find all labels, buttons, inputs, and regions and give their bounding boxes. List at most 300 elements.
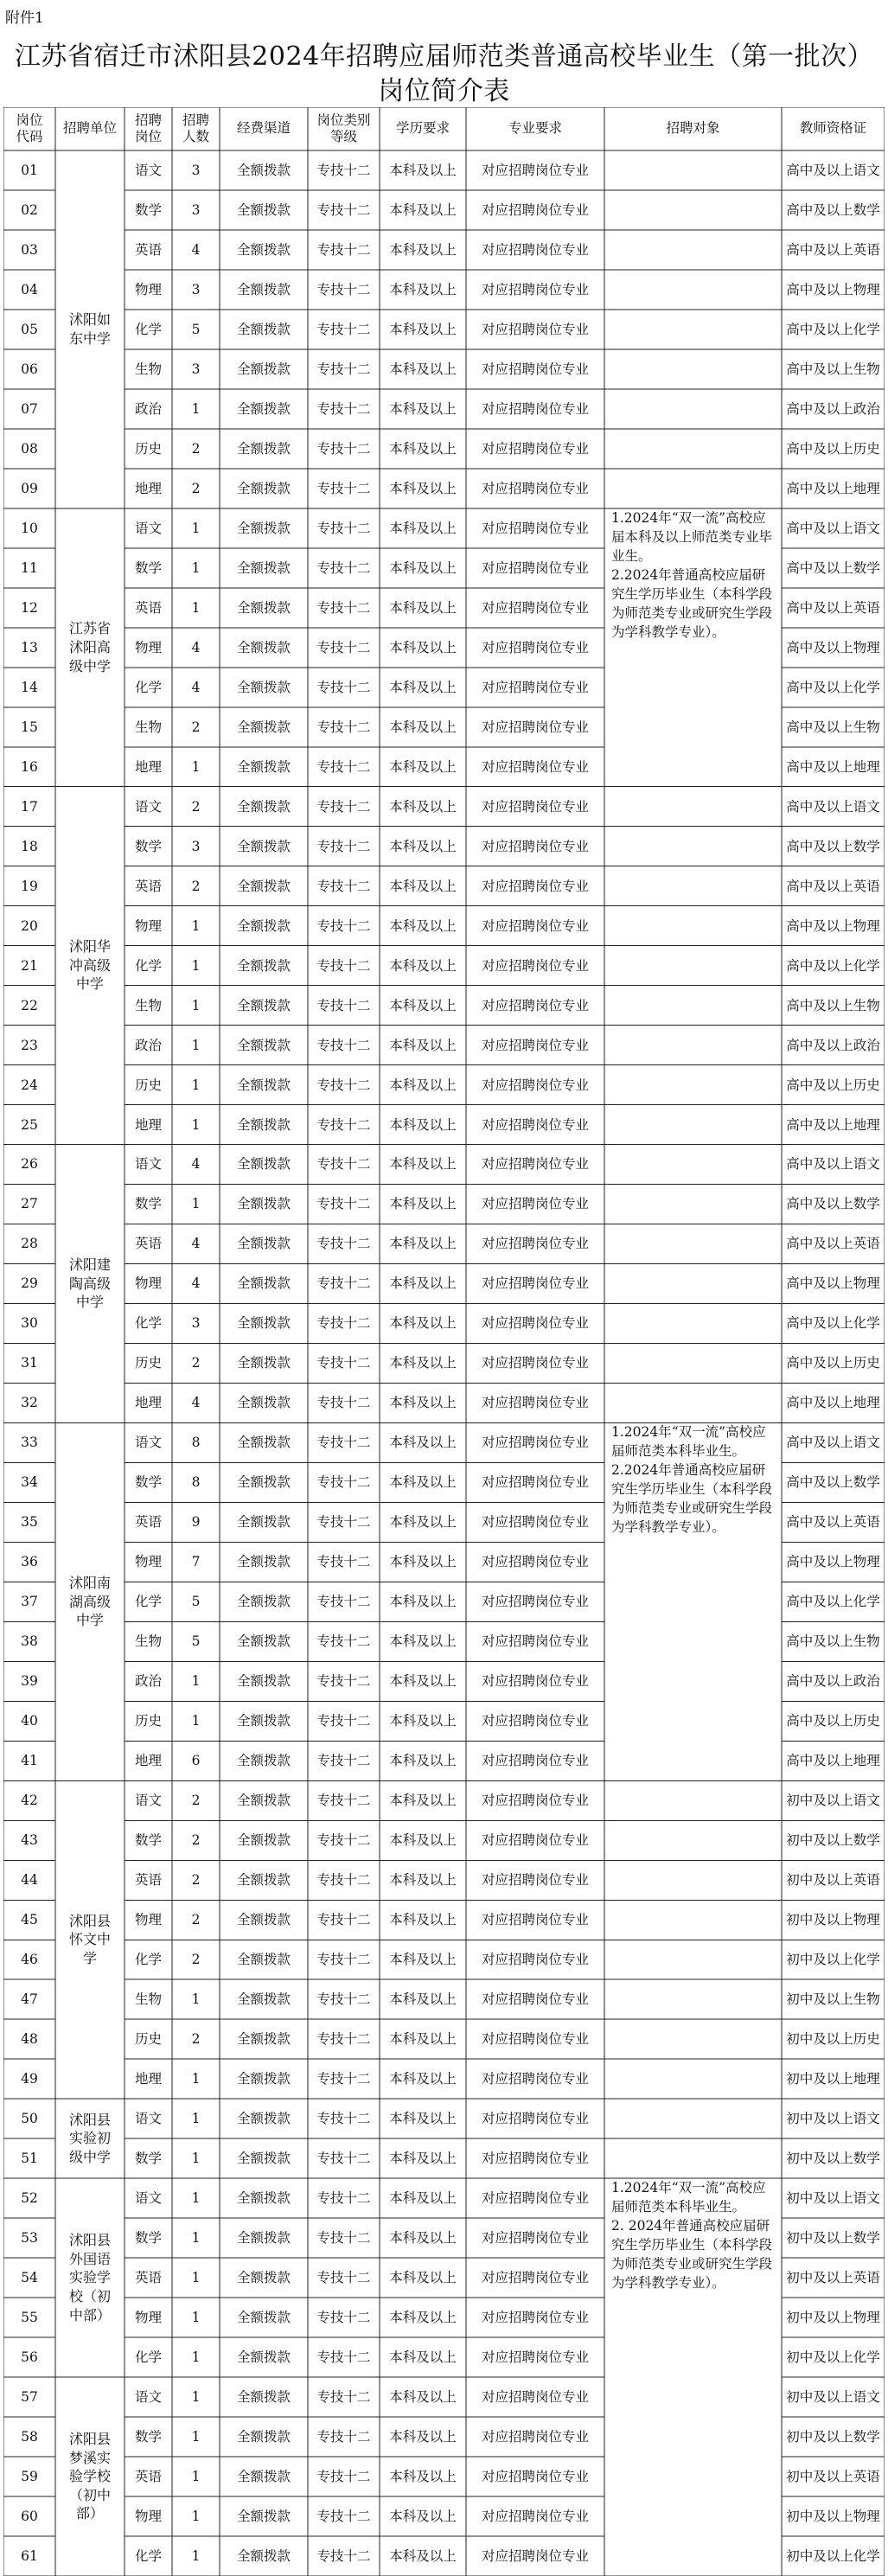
- hire-count: 2: [191, 878, 201, 894]
- major-requirement: 对应招聘岗位专业: [481, 321, 589, 337]
- teacher-certificate: 高中及以上物理: [786, 1275, 880, 1292]
- position-subject: 英语: [134, 1514, 162, 1531]
- position-level: 专技十二: [316, 321, 371, 337]
- position-level: 专技十二: [316, 2547, 371, 2564]
- position-subject: 化学: [134, 1315, 162, 1332]
- funding-source: 全额拨款: [236, 321, 291, 337]
- education-requirement: 本科及以上: [389, 201, 457, 218]
- major-requirement: 对应招聘岗位专业: [481, 2349, 589, 2365]
- position-subject: 物理: [134, 1554, 162, 1570]
- position-level: 专技十二: [316, 241, 371, 258]
- position-level: 专技十二: [316, 2230, 371, 2247]
- position-code: 02: [21, 201, 38, 218]
- funding-source: 全额拨款: [236, 1236, 291, 1252]
- position-subject: 英语: [134, 599, 162, 616]
- major-requirement: 对应招聘岗位专业: [481, 599, 589, 616]
- header-education: [380, 107, 466, 150]
- position-subject: 数学: [134, 2151, 162, 2167]
- position-subject: 英语: [134, 878, 162, 894]
- education-requirement: 本科及以上: [389, 2190, 457, 2207]
- major-requirement: 对应招聘岗位专业: [481, 201, 589, 218]
- hire-count: 1: [191, 2270, 201, 2286]
- education-requirement: 本科及以上: [389, 1196, 457, 1212]
- teacher-certificate: 初中及以上语文: [786, 2388, 880, 2405]
- funding-source: 全额拨款: [236, 480, 291, 496]
- attachment-label: 附件1: [5, 10, 44, 27]
- hire-count: 1: [191, 1037, 201, 1053]
- position-subject: 生物: [134, 997, 162, 1013]
- major-requirement: 对应招聘岗位专业: [481, 1395, 589, 1411]
- hire-count: 2: [191, 1912, 201, 1928]
- funding-source: 全额拨款: [236, 599, 291, 616]
- position-code: 60: [21, 2508, 38, 2524]
- funding-source: 全额拨款: [236, 957, 291, 974]
- teacher-certificate: 高中及以上地理: [786, 480, 880, 496]
- funding-source: 全额拨款: [236, 1275, 291, 1292]
- teacher-certificate: 高中及以上英语: [786, 241, 880, 258]
- position-code: 44: [21, 1872, 38, 1889]
- funding-source: 全额拨款: [236, 2031, 291, 2048]
- position-subject: 英语: [134, 1236, 162, 1252]
- funding-source: 全额拨款: [236, 2111, 291, 2127]
- position-code: 20: [21, 917, 38, 934]
- position-level: 专技十二: [316, 1753, 371, 1769]
- target-line: 2.2024年普通高校应届研究生学历毕业生（本科学段为师范类专业或研究生学段为学科教学专业）。: [611, 566, 773, 640]
- header-position: [125, 107, 172, 150]
- position-code: 26: [21, 1156, 38, 1173]
- teacher-certificate: 高中及以上语文: [786, 1435, 880, 1451]
- header-funding: [220, 107, 308, 150]
- education-requirement: 本科及以上: [389, 2230, 457, 2247]
- education-requirement: 本科及以上: [389, 241, 457, 258]
- position-level: 专技十二: [316, 440, 371, 457]
- position-level: 专技十二: [316, 719, 371, 735]
- major-requirement: 对应招聘岗位专业: [481, 162, 589, 178]
- header-major: [466, 107, 604, 150]
- major-requirement: 对应招聘岗位专业: [481, 2468, 589, 2484]
- teacher-certificate: 高中及以上物理: [786, 639, 880, 655]
- header-text: 岗位: [16, 112, 43, 128]
- position-code: 04: [21, 281, 38, 297]
- education-requirement: 本科及以上: [389, 559, 457, 576]
- hire-count: 1: [191, 917, 201, 934]
- position-code: 14: [21, 679, 38, 695]
- header-certificate: [782, 107, 885, 150]
- hire-count: 3: [191, 162, 201, 178]
- position-code: 22: [21, 997, 38, 1013]
- position-level: 专技十二: [316, 1395, 371, 1411]
- position-level: 专技十二: [316, 1275, 371, 1292]
- position-subject: 化学: [134, 1952, 162, 1968]
- position-code: 18: [21, 838, 38, 854]
- position-code: 61: [21, 2547, 38, 2564]
- education-requirement: 本科及以上: [389, 400, 457, 417]
- position-level: 专技十二: [316, 1315, 371, 1332]
- major-requirement: 对应招聘岗位专业: [481, 679, 589, 695]
- education-requirement: 本科及以上: [389, 2111, 457, 2127]
- teacher-certificate: 初中及以上物理: [786, 1912, 880, 1928]
- position-subject: 地理: [134, 480, 162, 496]
- major-requirement: 对应招聘岗位专业: [481, 2230, 589, 2247]
- position-subject: 化学: [134, 679, 162, 695]
- education-requirement: 本科及以上: [389, 997, 457, 1013]
- funding-source: 全额拨款: [236, 1991, 291, 2008]
- teacher-certificate: 初中及以上化学: [786, 2349, 880, 2365]
- funding-source: 全额拨款: [236, 2349, 291, 2365]
- position-level: 专技十二: [316, 798, 371, 815]
- hire-count: 4: [191, 1275, 201, 1292]
- position-level: 专技十二: [316, 2468, 371, 2484]
- funding-source: 全额拨款: [236, 1713, 291, 1729]
- position-level: 专技十二: [316, 1514, 371, 1531]
- position-code: 51: [21, 2151, 38, 2167]
- hire-count: 2: [191, 480, 201, 496]
- hire-count: 7: [191, 1554, 201, 1570]
- position-code: 03: [21, 241, 38, 258]
- position-code: 01: [21, 162, 38, 178]
- header-text: 招聘单位: [62, 120, 117, 137]
- hire-count: 1: [191, 2190, 201, 2207]
- major-requirement: 对应招聘岗位专业: [481, 440, 589, 457]
- hire-count: 2: [191, 1872, 201, 1889]
- hire-count: 9: [191, 1514, 201, 1531]
- header-text: 岗位类别: [316, 112, 371, 128]
- recruiting-unit: 沭阳如东中学: [68, 311, 111, 347]
- hire-count: 3: [191, 281, 201, 297]
- position-subject: 化学: [134, 957, 162, 974]
- teacher-certificate: 初中及以上生物: [786, 1991, 880, 2008]
- teacher-certificate: 高中及以上地理: [786, 1395, 880, 1411]
- teacher-certificate: 高中及以上化学: [786, 1594, 880, 1610]
- target-line: 1.2024年“双一流”高校应届师范类本科毕业生。: [611, 1424, 766, 1460]
- position-code: 28: [21, 1236, 38, 1252]
- position-code: 54: [21, 2270, 38, 2286]
- position-code: 45: [21, 1912, 38, 1928]
- position-level: 专技十二: [316, 1832, 371, 1849]
- hire-count: 1: [191, 957, 201, 974]
- position-subject: 历史: [134, 2031, 162, 2048]
- position-code: 09: [21, 480, 38, 496]
- position-subject: 英语: [134, 1872, 162, 1889]
- major-requirement: 对应招聘岗位专业: [481, 1514, 589, 1531]
- position-subject: 历史: [134, 1077, 162, 1093]
- education-requirement: 本科及以上: [389, 758, 457, 775]
- hire-count: 8: [191, 1474, 201, 1491]
- hire-count: 1: [191, 2349, 201, 2365]
- teacher-certificate: 高中及以上数学: [786, 1474, 880, 1491]
- teacher-certificate: 高中及以上生物: [786, 1633, 880, 1650]
- hire-count: 1: [191, 1673, 201, 1690]
- hire-count: 1: [191, 997, 201, 1013]
- position-level: 专技十二: [316, 2349, 371, 2365]
- header-text: 学历要求: [395, 120, 450, 137]
- major-requirement: 对应招聘岗位专业: [481, 1037, 589, 1053]
- education-requirement: 本科及以上: [389, 798, 457, 815]
- major-requirement: 对应招聘岗位专业: [481, 2031, 589, 2048]
- education-requirement: 本科及以上: [389, 480, 457, 496]
- position-level: 专技十二: [316, 639, 371, 655]
- hire-count: 1: [191, 1116, 201, 1133]
- position-code: 25: [21, 1116, 38, 1133]
- position-level: 专技十二: [316, 1633, 371, 1650]
- funding-source: 全额拨款: [236, 679, 291, 695]
- hire-count: 2: [191, 1952, 201, 1968]
- teacher-certificate: 初中及以上地理: [786, 2071, 880, 2087]
- major-requirement: 对应招聘岗位专业: [481, 1554, 589, 1570]
- position-level: 专技十二: [316, 520, 371, 536]
- funding-source: 全额拨款: [236, 917, 291, 934]
- position-level: 专技十二: [316, 1474, 371, 1491]
- position-subject: 生物: [134, 361, 162, 377]
- teacher-certificate: 高中及以上历史: [786, 1355, 880, 1371]
- education-requirement: 本科及以上: [389, 1991, 457, 2008]
- position-subject: 历史: [134, 1713, 162, 1729]
- teacher-certificate: 高中及以上历史: [786, 1713, 880, 1729]
- position-subject: 英语: [134, 241, 162, 258]
- position-level: 专技十二: [316, 559, 371, 576]
- position-code: 17: [21, 798, 38, 815]
- teacher-certificate: 初中及以上数学: [786, 2230, 880, 2247]
- position-code: 27: [21, 1196, 38, 1212]
- major-requirement: 对应招聘岗位专业: [481, 957, 589, 974]
- position-level: 专技十二: [316, 1713, 371, 1729]
- hire-count: 4: [191, 241, 201, 258]
- teacher-certificate: 初中及以上英语: [786, 2468, 880, 2484]
- position-subject: 化学: [134, 321, 162, 337]
- teacher-certificate: 高中及以上政治: [786, 400, 880, 417]
- position-subject: 数学: [134, 838, 162, 854]
- teacher-certificate: 高中及以上地理: [786, 1753, 880, 1769]
- funding-source: 全额拨款: [236, 719, 291, 735]
- position-code: 08: [21, 440, 38, 457]
- position-subject: 历史: [134, 440, 162, 457]
- hire-count: 8: [191, 1435, 201, 1451]
- major-requirement: 对应招聘岗位专业: [481, 2547, 589, 2564]
- teacher-certificate: 初中及以上数学: [786, 2151, 880, 2167]
- education-requirement: 本科及以上: [389, 1435, 457, 1451]
- position-subject: 数学: [134, 1832, 162, 1849]
- header-level: [308, 107, 380, 150]
- position-level: 专技十二: [316, 480, 371, 496]
- target-line: 2.2024年普通高校应届研究生学历毕业生（本科学段为师范类专业或研究生学段为学科教学专业）。: [611, 1462, 773, 1536]
- funding-source: 全额拨款: [236, 1554, 291, 1570]
- position-level: 专技十二: [316, 1196, 371, 1212]
- recruiting-unit: 沭阳县梦溪实验学校（初中部）: [68, 2431, 111, 2522]
- hire-count: 1: [191, 1991, 201, 2008]
- education-requirement: 本科及以上: [389, 1474, 457, 1491]
- document-subtitle: 岗位简介表: [378, 76, 510, 106]
- position-code: 06: [21, 361, 38, 377]
- education-requirement: 本科及以上: [389, 281, 457, 297]
- funding-source: 全额拨款: [236, 1037, 291, 1053]
- hire-count: 1: [191, 2468, 201, 2484]
- hire-count: 2: [191, 719, 201, 735]
- position-subject: 数学: [134, 1196, 162, 1212]
- position-subject: 语文: [134, 798, 162, 815]
- major-requirement: 对应招聘岗位专业: [481, 1156, 589, 1173]
- position-code: 48: [21, 2031, 38, 2048]
- teacher-certificate: 初中及以上英语: [786, 2270, 880, 2286]
- education-requirement: 本科及以上: [389, 1315, 457, 1332]
- major-requirement: 对应招聘岗位专业: [481, 1872, 589, 1889]
- position-subject: 物理: [134, 917, 162, 934]
- position-code: 47: [21, 1991, 38, 2008]
- position-code: 16: [21, 758, 38, 775]
- teacher-certificate: 高中及以上历史: [786, 1077, 880, 1093]
- funding-source: 全额拨款: [236, 1196, 291, 1212]
- hire-count: 3: [191, 1315, 201, 1332]
- position-code: 36: [21, 1554, 38, 1570]
- major-requirement: 对应招聘岗位专业: [481, 917, 589, 934]
- education-requirement: 本科及以上: [389, 2388, 457, 2405]
- position-level: 专技十二: [316, 679, 371, 695]
- position-subject: 地理: [134, 2071, 162, 2087]
- funding-source: 全额拨款: [236, 1077, 291, 1093]
- position-code: 23: [21, 1037, 38, 1053]
- recruitment-target: [604, 1422, 782, 1780]
- education-requirement: 本科及以上: [389, 1594, 457, 1610]
- major-requirement: 对应招聘岗位专业: [481, 559, 589, 576]
- hire-count: 1: [191, 2428, 201, 2445]
- positions-table: [3, 107, 885, 2576]
- education-requirement: 本科及以上: [389, 1872, 457, 1889]
- position-code: 55: [21, 2310, 38, 2326]
- education-requirement: 本科及以上: [389, 2151, 457, 2167]
- funding-source: 全额拨款: [236, 2190, 291, 2207]
- recruitment-target: [604, 2178, 782, 2576]
- teacher-certificate: 高中及以上物理: [786, 1554, 880, 1570]
- hire-count: 2: [191, 1832, 201, 1849]
- hire-count: 5: [191, 1633, 201, 1650]
- funding-source: 全额拨款: [236, 1594, 291, 1610]
- position-subject: 语文: [134, 1793, 162, 1809]
- position-code: 07: [21, 400, 38, 417]
- position-code: 31: [21, 1355, 38, 1371]
- education-requirement: 本科及以上: [389, 1832, 457, 1849]
- education-requirement: 本科及以上: [389, 2349, 457, 2365]
- education-requirement: 本科及以上: [389, 1673, 457, 1690]
- education-requirement: 本科及以上: [389, 2428, 457, 2445]
- major-requirement: 对应招聘岗位专业: [481, 1793, 589, 1809]
- funding-source: 全额拨款: [236, 2428, 291, 2445]
- major-requirement: 对应招聘岗位专业: [481, 1116, 589, 1133]
- position-code: 58: [21, 2428, 38, 2445]
- teacher-certificate: 初中及以上数学: [786, 1832, 880, 1849]
- teacher-certificate: 高中及以上英语: [786, 1514, 880, 1531]
- funding-source: 全额拨款: [236, 997, 291, 1013]
- header-code: [3, 107, 55, 150]
- teacher-certificate: 高中及以上化学: [786, 321, 880, 337]
- position-code: 29: [21, 1275, 38, 1292]
- teacher-certificate: 高中及以上英语: [786, 878, 880, 894]
- position-level: 专技十二: [316, 917, 371, 934]
- position-level: 专技十二: [316, 2151, 371, 2167]
- funding-source: 全额拨款: [236, 878, 291, 894]
- major-requirement: 对应招聘岗位专业: [481, 2151, 589, 2167]
- position-subject: 语文: [134, 2111, 162, 2127]
- position-code: 59: [21, 2468, 38, 2484]
- position-subject: 语文: [134, 162, 162, 178]
- major-requirement: 对应招聘岗位专业: [481, 1196, 589, 1212]
- position-subject: 语文: [134, 2388, 162, 2405]
- hire-count: 5: [191, 321, 201, 337]
- education-requirement: 本科及以上: [389, 1912, 457, 1928]
- major-requirement: 对应招聘岗位专业: [481, 281, 589, 297]
- hire-count: 4: [191, 639, 201, 655]
- teacher-certificate: 高中及以上物理: [786, 281, 880, 297]
- position-level: 专技十二: [316, 2111, 371, 2127]
- position-level: 专技十二: [316, 1554, 371, 1570]
- position-level: 专技十二: [316, 957, 371, 974]
- position-subject: 语文: [134, 1156, 162, 1173]
- teacher-certificate: 高中及以上语文: [786, 798, 880, 815]
- hire-count: 6: [191, 1753, 201, 1769]
- header-text: 岗位: [134, 129, 162, 144]
- funding-source: 全额拨款: [236, 1793, 291, 1809]
- funding-source: 全额拨款: [236, 1435, 291, 1451]
- funding-source: 全额拨款: [236, 281, 291, 297]
- major-requirement: 对应招聘岗位专业: [481, 1713, 589, 1729]
- major-requirement: 对应招聘岗位专业: [481, 1673, 589, 1690]
- position-code: 10: [21, 520, 38, 536]
- education-requirement: 本科及以上: [389, 1275, 457, 1292]
- major-requirement: 对应招聘岗位专业: [481, 1077, 589, 1093]
- major-requirement: 对应招聘岗位专业: [481, 798, 589, 815]
- education-requirement: 本科及以上: [389, 321, 457, 337]
- major-requirement: 对应招聘岗位专业: [481, 997, 589, 1013]
- major-requirement: 对应招聘岗位专业: [481, 1594, 589, 1610]
- position-subject: 物理: [134, 281, 162, 297]
- major-requirement: 对应招聘岗位专业: [481, 241, 589, 258]
- hire-count: 2: [191, 1793, 201, 1809]
- funding-source: 全额拨款: [236, 2468, 291, 2484]
- major-requirement: 对应招聘岗位专业: [481, 1952, 589, 1968]
- position-subject: 政治: [134, 1673, 162, 1690]
- position-subject: 数学: [134, 2428, 162, 2445]
- teacher-certificate: 高中及以上语文: [786, 1156, 880, 1173]
- position-level: 专技十二: [316, 838, 371, 854]
- funding-source: 全额拨款: [236, 1156, 291, 1173]
- position-level: 专技十二: [316, 878, 371, 894]
- major-requirement: 对应招聘岗位专业: [481, 1474, 589, 1491]
- education-requirement: 本科及以上: [389, 1753, 457, 1769]
- teacher-certificate: 高中及以上生物: [786, 719, 880, 735]
- funding-source: 全额拨款: [236, 2508, 291, 2524]
- funding-source: 全额拨款: [236, 1753, 291, 1769]
- teacher-certificate: 高中及以上英语: [786, 599, 880, 616]
- recruiting-unit: 沭阳县外国语实验学校（初中部）: [68, 2232, 111, 2324]
- position-level: 专技十二: [316, 1912, 371, 1928]
- hire-count: 4: [191, 1236, 201, 1252]
- major-requirement: 对应招聘岗位专业: [481, 2190, 589, 2207]
- funding-source: 全额拨款: [236, 1315, 291, 1332]
- hire-count: 3: [191, 838, 201, 854]
- major-requirement: 对应招聘岗位专业: [481, 2071, 589, 2087]
- teacher-certificate: 高中及以上数学: [786, 201, 880, 218]
- recruiting-unit: 沭阳华冲高级中学: [68, 938, 111, 993]
- position-level: 专技十二: [316, 1673, 371, 1690]
- header-text: 招聘对象: [666, 120, 720, 137]
- funding-source: 全额拨款: [236, 361, 291, 377]
- major-requirement: 对应招聘岗位专业: [481, 639, 589, 655]
- funding-source: 全额拨款: [236, 838, 291, 854]
- position-code: 05: [21, 321, 38, 337]
- funding-source: 全额拨款: [236, 520, 291, 536]
- funding-source: 全额拨款: [236, 2270, 291, 2286]
- position-subject: 数学: [134, 1474, 162, 1491]
- hire-count: 1: [191, 2230, 201, 2247]
- position-code: 21: [21, 957, 38, 974]
